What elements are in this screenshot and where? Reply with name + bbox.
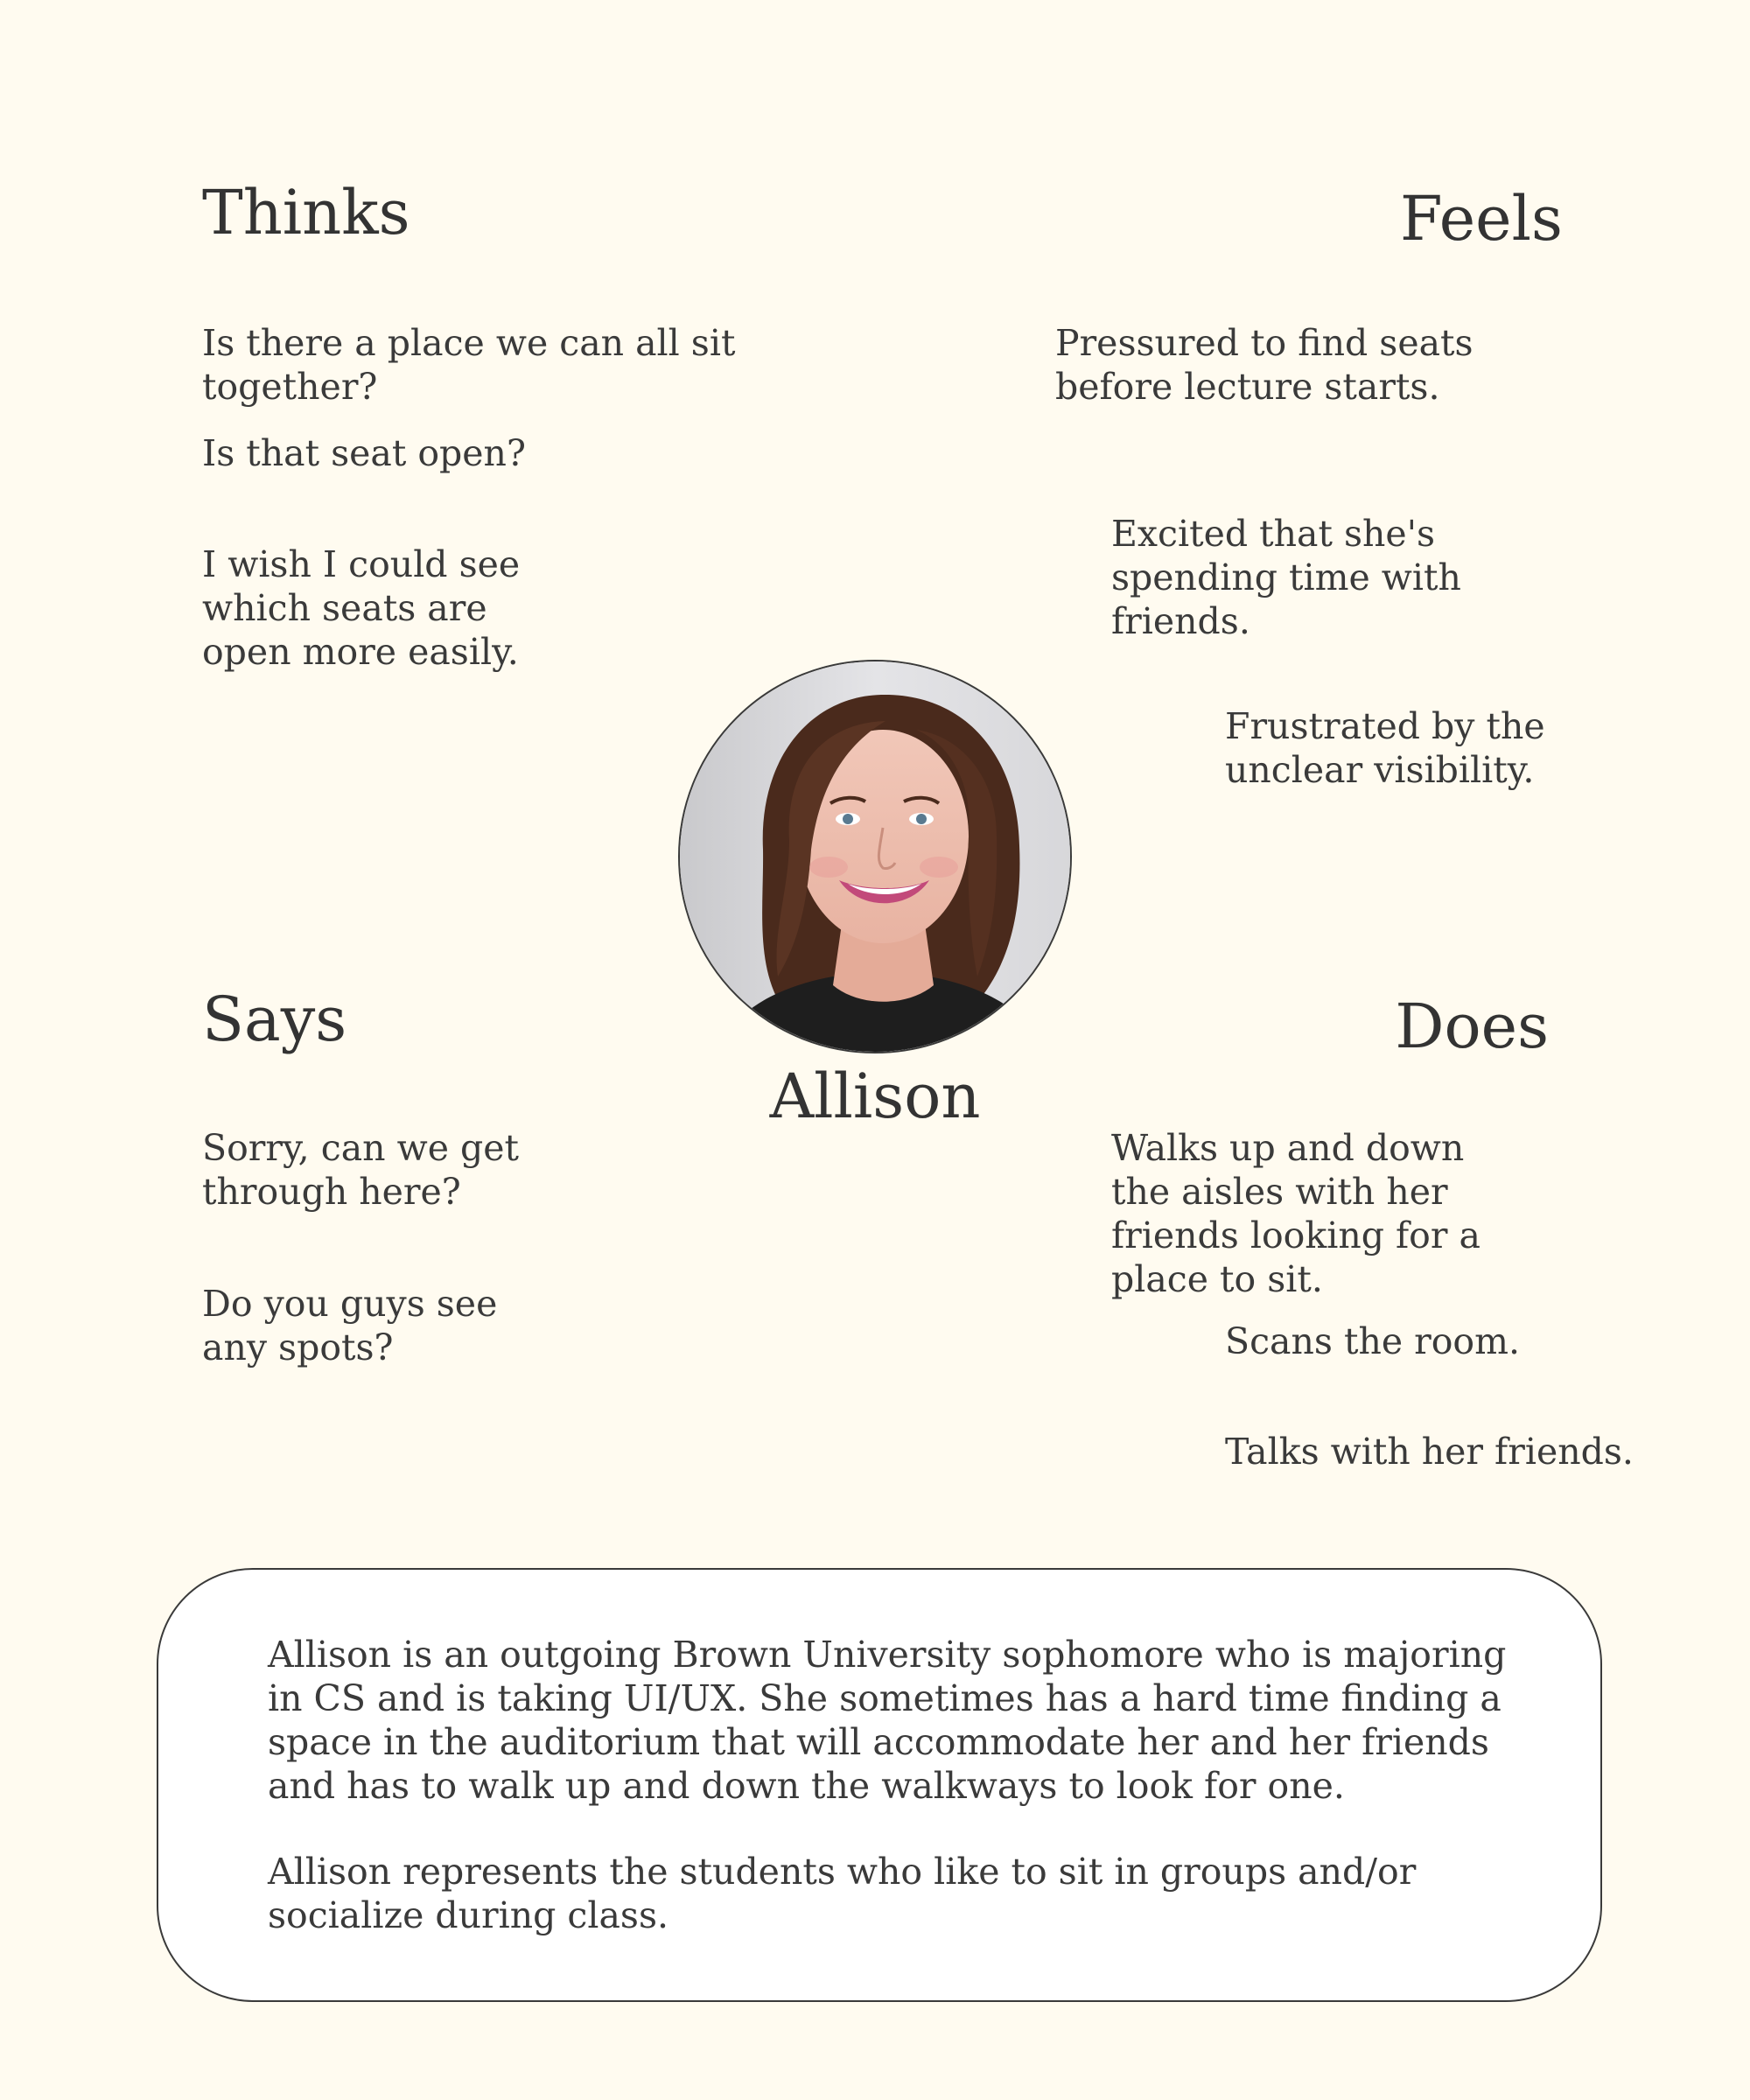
bio-paragraph: Allison represents the students who like to sit in groups and/or socialize during class.	[268, 1851, 1417, 1936]
thinks-item: Is that seat open?	[202, 432, 526, 474]
persona-name: Allison	[769, 1060, 981, 1132]
does-item: Walks up and down the aisles with her friends looking for a place to sit.	[1111, 1127, 1480, 1300]
says-item: Do you guys see any spots?	[202, 1283, 498, 1368]
feels-item: Pressured to find seats before lecture starts.	[1055, 322, 1474, 408]
persona-bio-card	[157, 1568, 1602, 2002]
feels-heading: Feels	[1400, 183, 1563, 255]
thinks-item: I wish I could see which seats are open more easily.	[202, 543, 521, 673]
persona-photo	[678, 660, 1072, 1054]
says-item: Sorry, can we get through here?	[202, 1127, 519, 1213]
says-heading: Says	[202, 984, 347, 1055]
does-item: Scans the room.	[1225, 1320, 1521, 1362]
does-item: Talks with her friends.	[1225, 1431, 1634, 1473]
thinks-item: Is there a place we can all sit together?	[202, 322, 736, 408]
feels-item: Frustrated by the unclear visibility.	[1225, 705, 1545, 791]
thinks-heading: Thinks	[202, 177, 410, 248]
persona-portrait-image	[680, 662, 1072, 1054]
feels-item: Excited that she's spending time with friends.	[1111, 513, 1461, 642]
bio-paragraph: Allison is an outgoing Brown University sophomore who is majoring in CS and is taking UI/UX. She sometimes has a hard time finding a space in the auditorium that will accommodate her and her friends and has to walk up and down the walkways to look for one.	[268, 1634, 1507, 1807]
does-heading: Does	[1395, 990, 1549, 1062]
